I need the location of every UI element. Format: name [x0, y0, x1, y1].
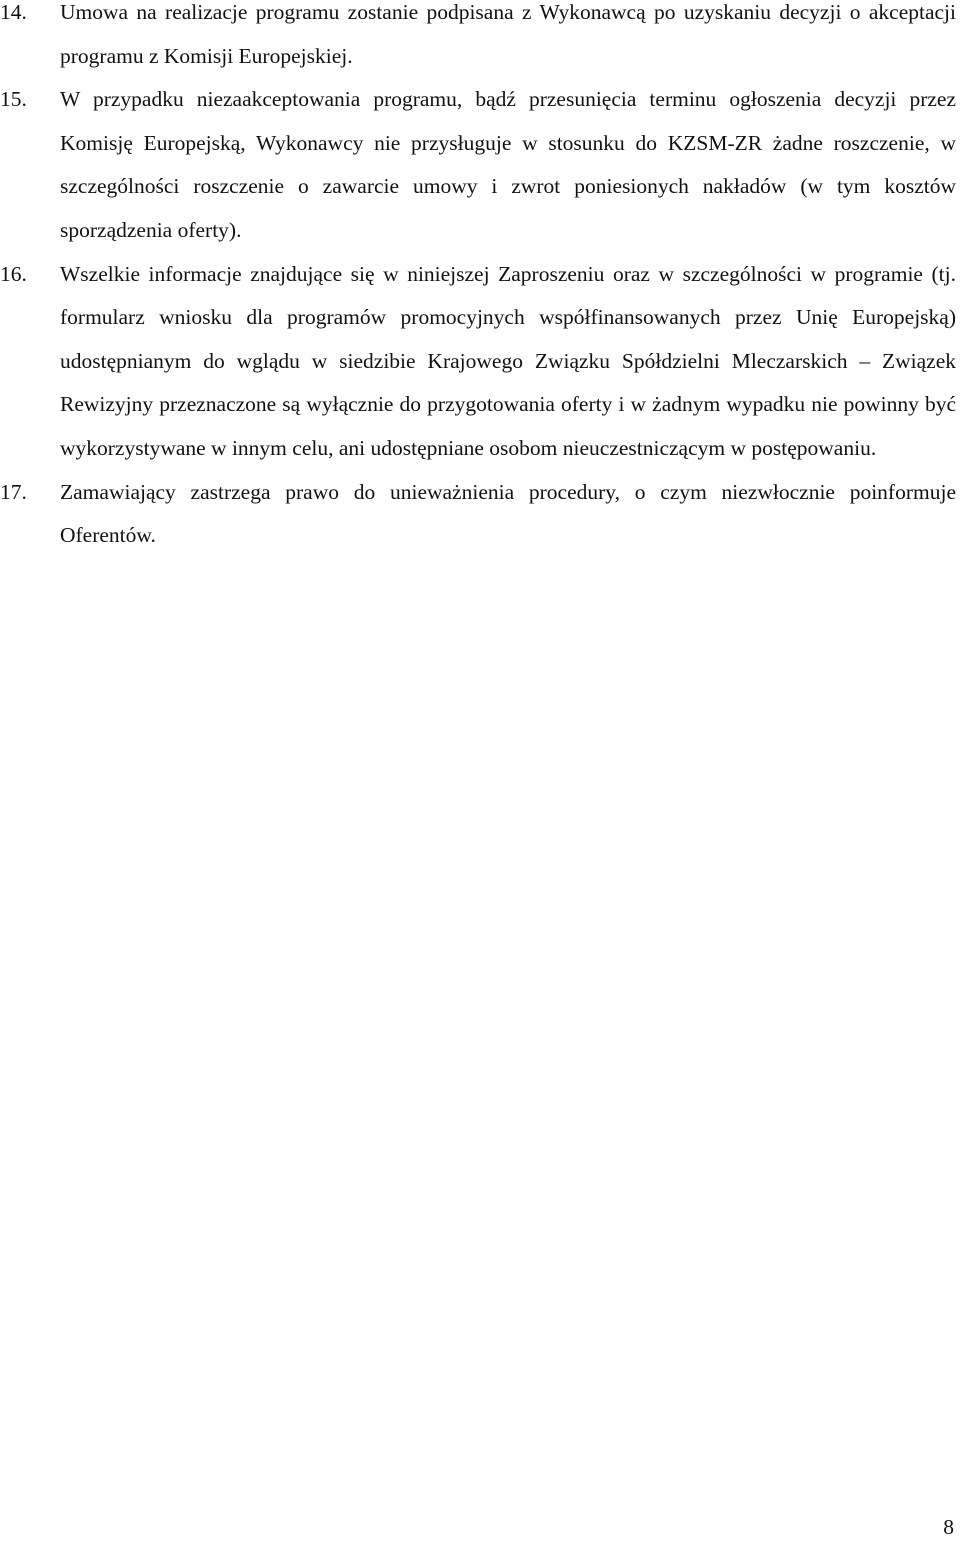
numbered-list	[0, 0, 960, 558]
item-text: W przypadku niezaakceptowania programu, bądź przesunięcia terminu ogłoszenia decyzji przez Komisję Europejską, Wykonawcy nie przysługuje w stosunku do KZSM-ZR żadne roszczenie, w szczególności roszczenie o zawarcie umowy i zwrot poniesionych nakładów (w tym kosztów sporządzenia oferty).	[60, 87, 956, 242]
list-item	[0, 78, 960, 252]
list-item	[0, 471, 960, 558]
item-number: 17.	[0, 479, 27, 504]
item-text: Umowa na realizacje programu zostanie podpisana z Wykonawcą po uzyskaniu decyzji o akceptacji programu z Komisji Europejskiej.	[60, 0, 956, 68]
item-number: 14.	[0, 0, 27, 24]
list-item	[0, 253, 960, 471]
item-number: 16.	[0, 261, 27, 286]
item-text: Zamawiający zastrzega prawo do unieważnienia procedury, o czym niezwłocznie poinformuje Oferentów.	[60, 479, 956, 548]
list-item	[0, 0, 960, 78]
item-text: Wszelkie informacje znajdujące się w niniejszej Zaproszeniu oraz w szczególności w programie (tj. formularz wniosku dla programów promocyjnych współfinansowanych przez Unię Europejską) udostępnianym do wglądu w siedzibie Krajowego Związku Spółdzielni Mleczarskich – Związek Rewizyjny przeznaczone są wyłącznie do przygotowania oferty i w żadnym wypadku nie powinny być wykorzystywane w innym celu, ani udostępniane osobom nieuczestniczącym w postępowaniu.	[60, 261, 956, 460]
page-number: 8	[943, 1515, 954, 1539]
item-number: 15.	[0, 87, 27, 112]
